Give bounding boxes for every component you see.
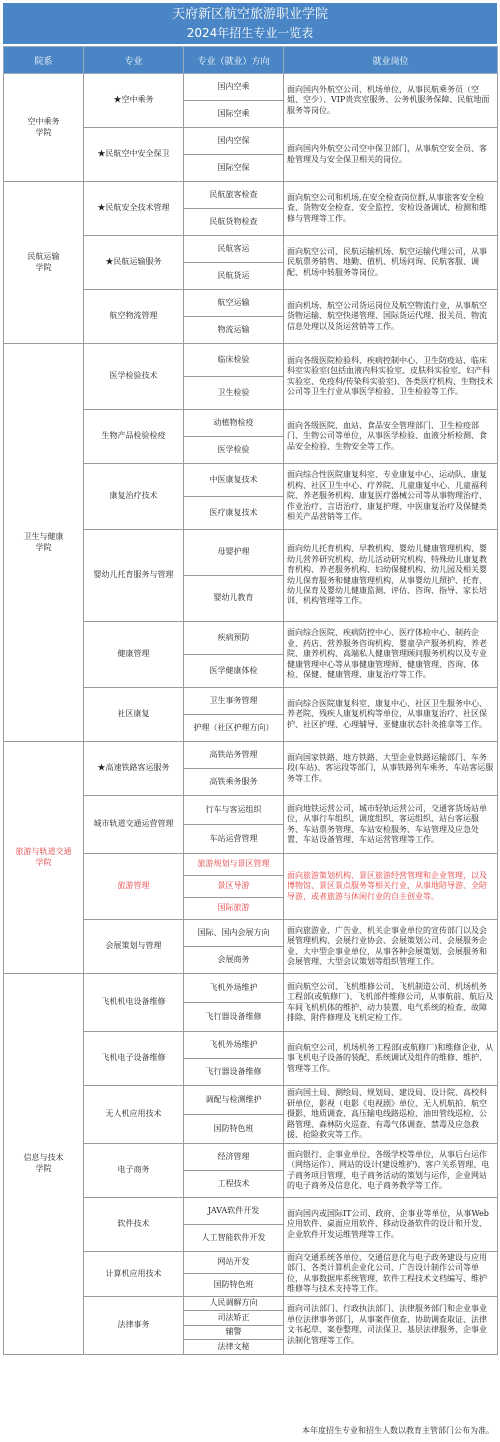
direction-cell: 医学检验 — [184, 437, 284, 464]
direction-cell: 国内空保 — [184, 128, 284, 155]
direction-cell: 民航旅客检查 — [184, 182, 284, 209]
direction-cell: 飞机外场维护 — [184, 1032, 284, 1059]
direction-cell: 高铁乘务服务 — [184, 769, 284, 796]
direction-cell: 飞行器设备维修 — [184, 1059, 284, 1086]
major-cell: 康复治疗技术 — [84, 464, 184, 530]
direction-cell: 民航客运 — [184, 236, 284, 263]
header-department: 院系 — [4, 47, 84, 74]
jobs-cell: 面向旅游策划机构、景区旅游经营管理和企业管理，以及博物馆、景区景点服务等相关行业，从事地陪导游、全陪导游，或者旅游与休闲行业的自主创业等。 — [284, 854, 498, 920]
header-major: 专业 — [84, 47, 184, 74]
major-cell: 婴幼儿托育服务与管理 — [84, 530, 184, 622]
jobs-cell: 面向旅游业、广告业、机关企事业单位的宣传部门以及会展管理机构、会展行业协会、会展策划公司、会展服务企业、大中型企事业单位，从事各种会展策划、会展服务和会展管理、大型会议策划等组织管理工作。 — [284, 920, 498, 974]
direction-cell: 民航货运 — [184, 263, 284, 290]
jobs-cell: 面向机场、航空公司货运岗位及航空物流行业，从事航空货物运输、航空快递管理、国际货运代理、报关员、物流信息处理以及货运营销等工作。 — [284, 290, 498, 344]
direction-cell: 动植物检疫 — [184, 410, 284, 437]
direction-cell: 航空运输 — [184, 290, 284, 317]
jobs-cell: 面向交通系统各单位、交通信息化与电子政务建设与应用部门、各类计算机企业化公司、广告设计制作公司等单位，从事数据库系统管理、软件工程技术文档编写、维护维修等与技术支持等工作。 — [284, 1252, 498, 1297]
major-cell: 飞机机电设备维修 — [84, 974, 184, 1032]
header-jobs: 就业岗位 — [284, 47, 498, 74]
direction-cell: 行车与客运组织 — [184, 796, 284, 825]
jobs-cell: 面向幼儿托育机构、早教机构、婴幼儿健康管理机构、婴幼儿营养研究机构、幼儿活动研究机构、特殊幼儿康复教育机构、养老服务机构、妇幼保健机构、幼儿园及相关婴幼儿保育服务和健康管理机构，从事婴幼儿照护、托育、幼儿保育及婴幼儿健康监测、评估、咨询、指导、家长培训、机构管理等工作。 — [284, 530, 498, 622]
college-name: 天府新区航空旅游职业学院 — [171, 7, 328, 22]
direction-cell: 人民调解方向 — [184, 1296, 284, 1311]
major-cell: 社区康复 — [84, 688, 184, 742]
direction-cell: 民航货物检查 — [184, 209, 284, 236]
major-cell: ★空中乘务 — [84, 74, 184, 128]
jobs-cell: 面向综合医院康复科室、康复中心、社区卫生服务中心、养老院、残疾人康复机构等单位，从事康复治疗、社区保护、社区护理、心理辅导、亚健康状态针灸推拿等工作。 — [284, 688, 498, 742]
direction-cell: 物流运输 — [184, 317, 284, 344]
direction-cell: 飞机外场维护 — [184, 974, 284, 1003]
direction-cell: 卫生事务管理 — [184, 688, 284, 715]
major-cell: ★民航安全技术管理 — [84, 182, 184, 236]
table-row — [4, 182, 498, 209]
direction-cell: JAVA软件开发 — [184, 1198, 284, 1225]
jobs-cell: 面向各级医院、血站、食品安全管理部门、卫生检疫部门、生物公司等单位，从事医学检验、血液分析检测、食品安全检验、生物安全等工作。 — [284, 410, 498, 464]
jobs-cell: 面向国内或国际IT公司、政府、企事业等单位，从事Web应用软件、桌面应用软件、移动设备软件的设计和开发、企业软件开发运维管理等工作。 — [284, 1198, 498, 1252]
jobs-cell: 面向国内外航空公司、机场单位，从事民航乘务员（空姐、空少）、VIP贵宾室服务、公务机服务保障、民航地面服务等岗位。 — [284, 74, 498, 128]
major-cell: 航空物流管理 — [84, 290, 184, 344]
direction-cell: 国内空乘 — [184, 74, 284, 101]
jobs-cell: 面向国家铁路、地方铁路、大型企业铁路运输部门、车务段(车站)、客运段等部门，从事铁路列车乘务、车站客运服务等工作。 — [284, 742, 498, 796]
department-cell: 信息与技术 学院 — [4, 974, 84, 1355]
jobs-cell: 面向航空公司和机场,在安全检查岗位群,从事旅客安全检查、货物安全检查、安全监控、安检设备调试、检测和维修与管理等工作。 — [284, 182, 498, 236]
direction-cell: 卫生检验 — [184, 377, 284, 410]
jobs-cell: 面向国内外航空公司空中保卫部门，从事航空安全员、客舱管理及与安全保卫相关的岗位。 — [284, 128, 498, 182]
major-cell: 健康管理 — [84, 622, 184, 688]
header-direction: 专业（就业）方向 — [184, 47, 284, 74]
major-cell: 旅游管理 — [84, 854, 184, 920]
direction-cell: 辅警 — [184, 1325, 284, 1340]
major-cell: 生物产品检验检疫 — [84, 410, 184, 464]
direction-cell: 调配与检测维护 — [184, 1086, 284, 1115]
department-cell: 民航运输 学院 — [4, 182, 84, 344]
direction-cell: 医疗康复技术 — [184, 497, 284, 530]
jobs-cell: 面向各级医院检验科、疾病控制中心、卫生防疫站、临床科室实验室(包括血液内科实验室、皮肤科实验室、妇产科实验室、免疫科/传染科实验室)、各类医疗机构、生物技术公司等卫生行业从事医学检验、卫生检验等工作。 — [284, 344, 498, 410]
direction-cell: 飞行器设备维修 — [184, 1003, 284, 1032]
direction-cell: 婴幼儿教育 — [184, 576, 284, 622]
department-cell: 卫生与健康 学院 — [4, 344, 84, 742]
direction-cell: 国际、国内会展方向 — [184, 920, 284, 947]
major-cell: 城市轨道交通运营管理 — [84, 796, 184, 854]
jobs-cell: 面向银行、企事业单位、各级学校等单位，从事后台运作（网络运作）、网站的设计(建设维护)、客户关系管理、电子商务项目管理、电子商务活动的策划与运作，企业网站的电子商务及信息化、电子商务教学等工作。 — [284, 1144, 498, 1198]
direction-cell: 国防特色班 — [184, 1115, 284, 1144]
table-row — [4, 974, 498, 1003]
jobs-cell: 面向航空公司、民航运输机场、航空运输代理公司，从事民航票务销售、地勤、值机、机场问询、民航客服、调配、机场中转服务等岗位。 — [284, 236, 498, 290]
major-cell: 医学检验技术 — [84, 344, 184, 410]
direction-cell: 法律文秘 — [184, 1340, 284, 1355]
direction-cell: 车站运营管理 — [184, 825, 284, 854]
direction-cell: 高铁站务管理 — [184, 742, 284, 769]
direction-cell: 母婴护理 — [184, 530, 284, 576]
major-cell: 会展策划与管理 — [84, 920, 184, 974]
majors-table — [3, 46, 498, 1355]
table-row — [4, 742, 498, 769]
table-body — [4, 74, 498, 1355]
header-row — [4, 47, 498, 74]
major-cell: 法律事务 — [84, 1296, 184, 1354]
table-row — [4, 344, 498, 377]
major-cell: 无人机应用技术 — [84, 1086, 184, 1144]
direction-cell: 网站开发 — [184, 1252, 284, 1274]
major-cell: 电子商务 — [84, 1144, 184, 1198]
major-cell: 软件技术 — [84, 1198, 184, 1252]
direction-cell: 人工智能软件开发 — [184, 1225, 284, 1252]
table-title: 2024年招生专业一览表 — [186, 26, 314, 40]
jobs-cell: 面向综合性医院康复科室、专业康复中心、运动队、康复机构、社区卫生中心、疗养院、儿童康复中心、儿童福利院、养老服务机构、康复医疗器械公司等从事物理治疗、作业治疗、言语治疗、康复护理、中医康复治疗及保健类相关产品营销等工作。 — [284, 464, 498, 530]
direction-cell: 经济管理 — [184, 1144, 284, 1171]
direction-cell: 临床检验 — [184, 344, 284, 377]
direction-cell: 国际空乘 — [184, 101, 284, 128]
jobs-cell: 面向地铁运营公司，城市轻轨运营公司，交通客货场站单位，从事行车组织、调度组织、客运组织、站台客运服务、车站票务管理、车站安检服务、车站管理及应急处置、车站设备管理、车站运营管理等工作。 — [284, 796, 498, 854]
major-cell: ★民航空中安全保卫 — [84, 128, 184, 182]
direction-cell: 司法矫正 — [184, 1311, 284, 1326]
major-cell: ★高速铁路客运服务 — [84, 742, 184, 796]
jobs-cell: 面向航空公司，机场机务工程部(或航修厂)和维修企业，从事飞机电子设备的装配、系统调试及组件的维修、维护、管理等工作。 — [284, 1032, 498, 1086]
major-cell: 飞机电子设备维修 — [84, 1032, 184, 1086]
jobs-cell: 面向综合医院、疾病防控中心、医疗体检中心、制药企业、药店、营养服务咨询机构、婴童孕产服务机构、养老院、康养机构、高端私人健康管理顾问服务机构以及专业健康管理中心等从事健康管理师、健康管理、咨询、体检、保健、健康管理、康复治疗等工作。 — [284, 622, 498, 688]
direction-cell: 疾病预防 — [184, 622, 284, 655]
direction-cell: 护理（社区护理方向） — [184, 715, 284, 742]
title-banner — [3, 3, 497, 44]
direction-cell: 国防特色班 — [184, 1274, 284, 1296]
jobs-cell: 面向司法部门、行政执法部门、法律服务部门和企业事业单位法律事务部门，从事案件侦查、协助调查取证、法律文书起草、案卷整理、司法保卫、基层法律服务、企事业法制化管理等工作。 — [284, 1296, 498, 1354]
direction-cell: 中医康复技术 — [184, 464, 284, 497]
direction-cell: 国际空保 — [184, 155, 284, 182]
direction-cell: 工程技术 — [184, 1171, 284, 1198]
direction-cell: 医学健康体检 — [184, 655, 284, 688]
major-cell: 计算机应用技术 — [84, 1252, 184, 1297]
department-cell: 旅游与轨道交通 学院 — [4, 742, 84, 974]
major-cell: ★民航运输服务 — [84, 236, 184, 290]
direction-cell: 国际旅游 — [184, 898, 284, 920]
jobs-cell: 面向国土局、测绘局、规划局、建设局、设计院、高校科研单位，影视（电影《电视剧》单位、无人机航拍、航空摄影、地质调查、高压输电线路巡检、油田管线巡检、公路管理、森林防火巡查、有毒气体调查、禁毒及应急救援、抢险救灾等工作。 — [284, 1086, 498, 1144]
jobs-cell: 面向航空公司、飞机维修公司、飞机制造公司、机场机务工程部(或航修厂)、飞机部件维修公司，从事航前、航后及车间飞机机体的维护、动力装置、电气系统的检查、故障排除、附件修理及飞机定检工作。 — [284, 974, 498, 1032]
footer-note: 本年度招生专业和招生人数以教育主管部门公布为准。 — [302, 1426, 494, 1435]
department-cell: 空中乘务 学院 — [4, 74, 84, 182]
direction-cell: 景区导游 — [184, 876, 284, 898]
table-row — [4, 74, 498, 101]
direction-cell: 会展商务 — [184, 947, 284, 974]
direction-cell: 旅游规划与景区管理 — [184, 854, 284, 876]
